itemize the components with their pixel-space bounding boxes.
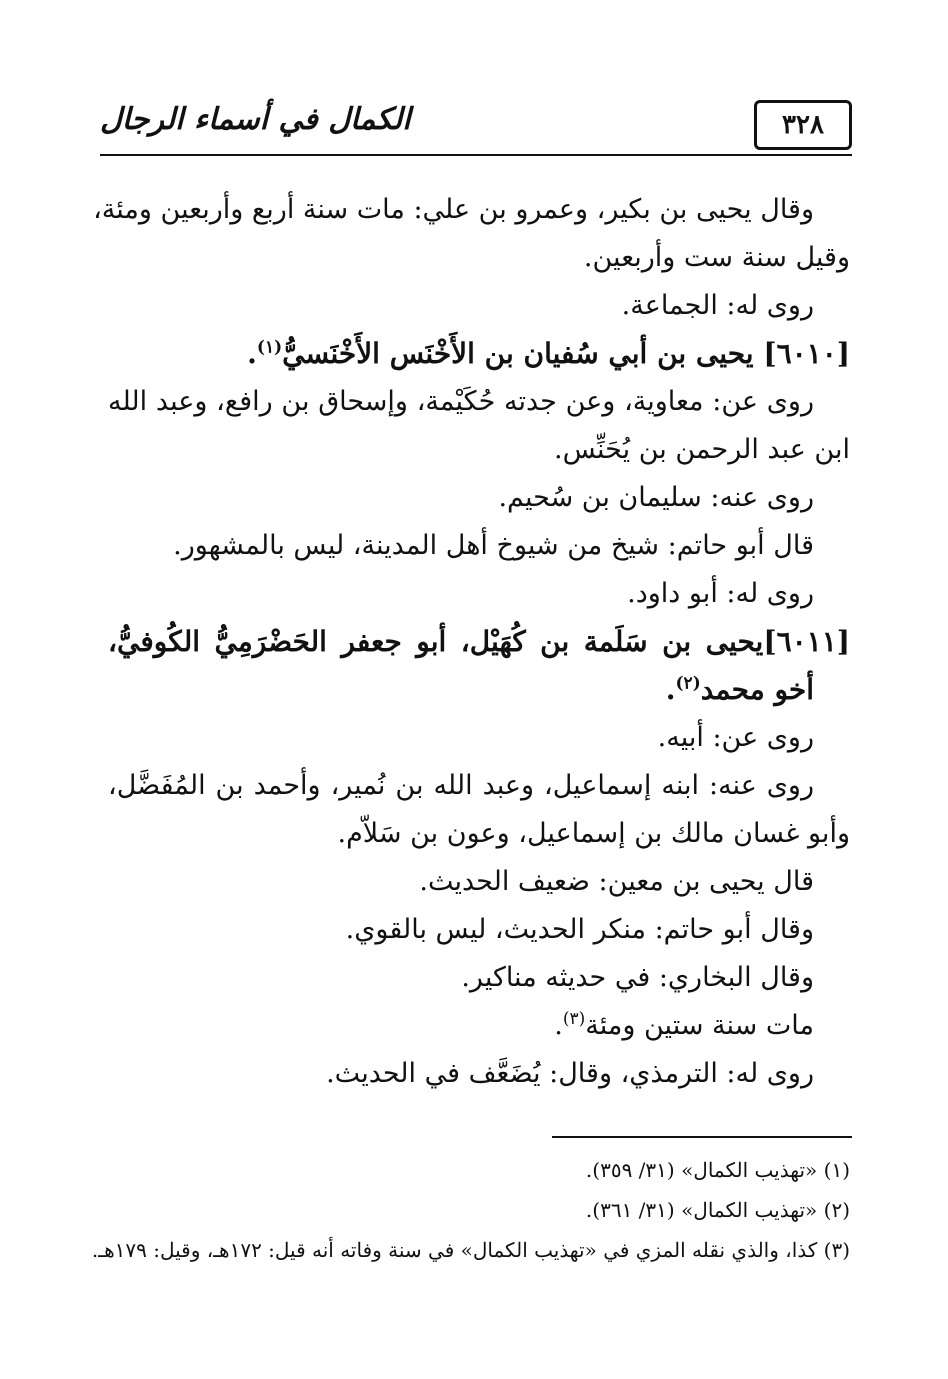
text-line: روى له: أبو داود. [627,578,814,609]
entry-end: . [665,673,676,706]
footnote-3: (٣) كذا، والذي نقله المزي في «تهذيب الكمال» في سنة وفاته أنه قيل: ١٧٢هـ، وقيل: ١٧٩هـ. [91,1238,850,1262]
text-line: روى عنه: سليمان بن سُحيم. [498,482,814,513]
entry-name: يحيى بن سَلَمة بن كُهَيْل، أبو جعفر الحَضْرَمِيُّ الكُوفيُّ، [108,625,764,658]
text-line: روى له: الترمذي، وقال: يُضَعَّف في الحديث. [326,1058,814,1089]
text-line: روى عن: أبيه. [657,722,814,753]
text-line: قال يحيى بن معين: ضعيف الحديث. [419,866,814,897]
entry-heading-6011-cont [108,666,850,714]
footnote-1: (١) «تهذيب الكمال» (٣١/ ٣٥٩). [585,1158,850,1182]
death-year-text: مات سنة ستين ومئة [585,1010,814,1041]
header-rule [100,154,852,156]
main-text [93,186,850,1098]
footnote-2: (٢) «تهذيب الكمال» (٣١/ ٣٦١). [585,1198,850,1222]
entry-end: . [247,337,257,370]
text-line: وأبو غسان مالك بن إسماعيل، وعون بن سَلاّم. [337,818,850,849]
footnote-ref: (٣) [562,1009,586,1029]
text-line: ابن عبد الرحمن بن يُحَنِّس. [554,434,850,465]
page-number: ٣٢٨ [782,110,824,140]
line-end: . [554,1010,563,1041]
book-title: الكمال في أسماء الرجال [100,102,411,137]
footnote-rule [552,1136,852,1138]
entry-name: يحيى بن أبي سُفيان بن الأَخْنَس الأَخْنَسيُّ [282,337,754,370]
entry-number: [٦٠١٠] [763,337,850,370]
page-header [100,100,852,156]
text-line: قال أبو حاتم: شيخ من شيوخ أهل المدينة، ليس بالمشهور. [173,530,814,561]
text-line [108,1002,850,1050]
text-line: روى له: الجماعة. [621,290,814,321]
text-line: وقال أبو حاتم: منكر الحديث، ليس بالقوي. [345,914,814,945]
text-line: وقيل سنة ست وأربعين. [583,242,850,273]
text-line: وقال البخاري: في حديثه مناكير. [461,962,814,993]
text-line: وقال يحيى بن بكير، وعمرو بن علي: مات سنة أربع وأربعين ومئة، [93,194,814,225]
text-line: روى عن: معاوية، وعن جدته حُكَيْمة، وإسحاق بن رافع، وعبد الله [108,386,814,417]
entry-heading-6011 [108,618,850,666]
footnote-ref: (١) [256,337,283,358]
entry-number: [٦٠١١] [763,625,850,658]
text-line: روى عنه: ابنه إسماعيل، وعبد الله بن نُمير، وأحمد بن المُفَضَّل، [108,770,814,801]
page-number-box [754,100,852,150]
entry-name-cont: أخو محمد [700,673,814,706]
entry-heading-6010 [108,330,850,378]
footnote-ref: (٢) [675,673,701,694]
footnotes [91,1150,850,1270]
